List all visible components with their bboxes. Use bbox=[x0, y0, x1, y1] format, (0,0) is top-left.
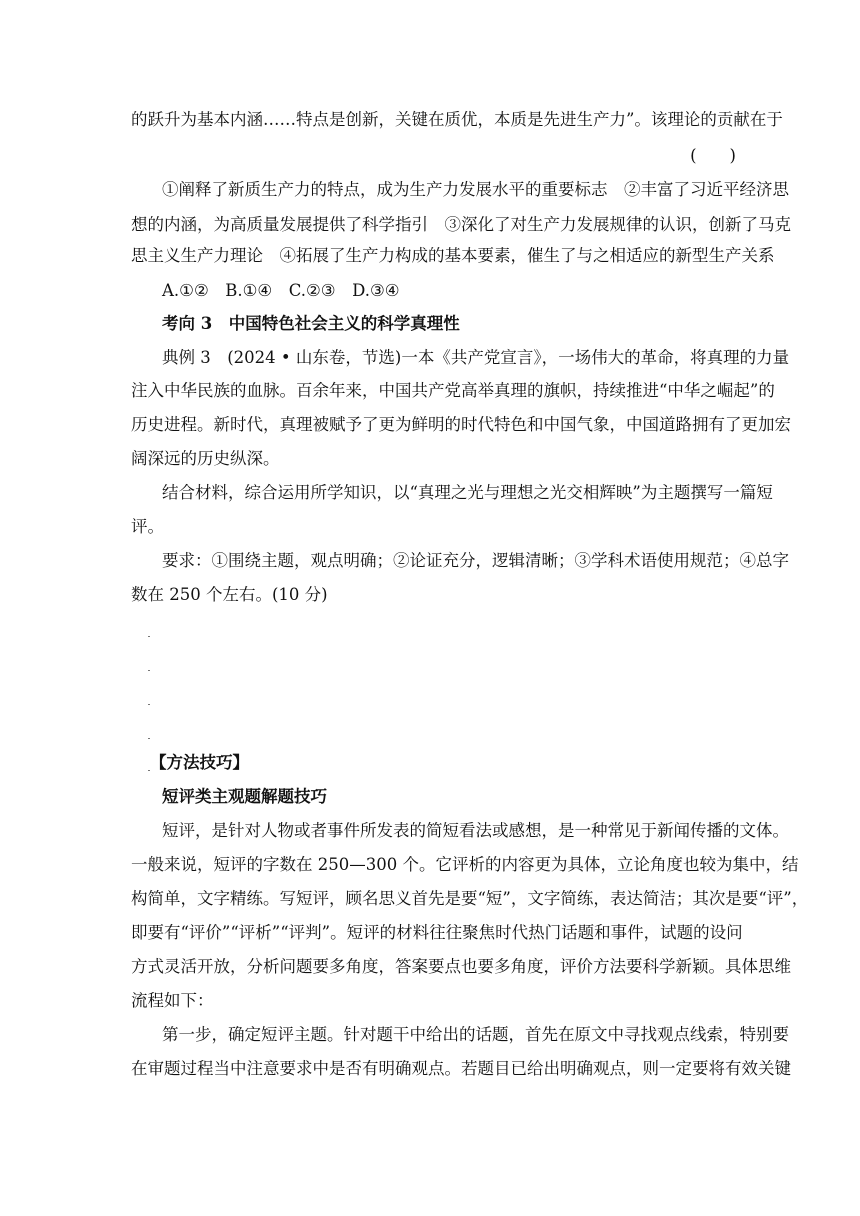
method-paragraph-2-line-2: 在审题过程当中注意要求中是否有明确观点。若题目已给出明确观点，则一定要将有效关键 bbox=[131, 1059, 791, 1078]
method-paragraph-1-line-2: 一般来说，短评的字数在 250—300 个。它评析的内容更为具体，立论角度也较为集中，结 bbox=[131, 855, 799, 874]
blank-line-mark bbox=[148, 738, 150, 739]
method-paragraph-1-line-3: 构简单，文字精练。写短评，顾名思义首先是要“短”，文字简练，表达简洁；其次是要“评”， bbox=[131, 889, 809, 908]
section-heading: 考向 3 中国特色社会主义的科学真理性 bbox=[162, 314, 460, 333]
option-line-3: 思主义生产力理论 ④拓展了生产力构成的基本要素，催生了与之相适应的新型生产关系 bbox=[131, 246, 775, 265]
answer-choices: A.①② B.①④ C.②③ D.③④ bbox=[162, 281, 400, 300]
blank-line-mark bbox=[148, 670, 150, 671]
requirement-line-1: 要求：①围绕主题，观点明确；②论证充分，逻辑清晰；③学科术语使用规范；④总字 bbox=[162, 551, 789, 570]
requirement-line-2: 数在 250 个左右。(10 分) bbox=[131, 585, 328, 604]
method-paragraph-1-line-5: 方式灵活开放，分析问题要多角度，答案要点也要多角度，评价方法要科学新颖。具体思维 bbox=[131, 957, 791, 976]
method-subheading: 短评类主观题解题技巧 bbox=[162, 787, 327, 806]
blank-line-mark bbox=[148, 636, 150, 637]
option-line-1: ①阐释了新质生产力的特点，成为生产力发展水平的重要标志 ②丰富了习近平经济思 bbox=[162, 180, 789, 199]
question-stem-tail: 的跃升为基本内涵……特点是创新，关键在质优，本质是先进生产力”。该理论的贡献在于 bbox=[131, 110, 783, 129]
task-line-2: 评。 bbox=[131, 517, 164, 536]
example-line-3: 历史进程。新时代，真理被赋予了更为鲜明的时代特色和中国气象，中国道路拥有了更加宏 bbox=[131, 415, 791, 434]
option-line-2: 想的内涵，为高质量发展提供了科学指引 ③深化了对生产力发展规律的认识，创新了马克 bbox=[131, 215, 791, 234]
task-line-1: 结合材料，综合运用所学知识，以“真理之光与理想之光交相辉映”为主题撰写一篇短 bbox=[162, 483, 773, 502]
method-paragraph-1-line-1: 短评，是针对人物或者事件所发表的简短看法或感想，是一种常见于新闻传播的文体。 bbox=[162, 821, 789, 840]
example-line-1: 典例 3 (2024 • 山东卷，节选)一本《共产党宣言》，一场伟大的革命，将真理的力量 bbox=[162, 348, 790, 367]
answer-bracket: ( ) bbox=[690, 146, 736, 165]
method-paragraph-1-line-6: 流程如下： bbox=[131, 991, 214, 1010]
method-paragraph-2-line-1: 第一步，确定短评主题。针对题干中给出的话题，首先在原文中寻找观点线索，特别要 bbox=[162, 1025, 789, 1044]
example-line-2: 注入中华民族的血脉。百余年来，中国共产党高举真理的旗帜，持续推进“中华之崛起”的 bbox=[131, 381, 775, 400]
example-line-4: 阔深远的历史纵深。 bbox=[131, 449, 280, 468]
blank-line-mark bbox=[148, 704, 150, 705]
method-paragraph-1-line-4: 即要有“评价”“评析”“评判”。短评的材料往往聚焦时代热门话题和事件，试题的设问 bbox=[131, 923, 743, 942]
method-heading: 【方法技巧】 bbox=[150, 753, 249, 772]
